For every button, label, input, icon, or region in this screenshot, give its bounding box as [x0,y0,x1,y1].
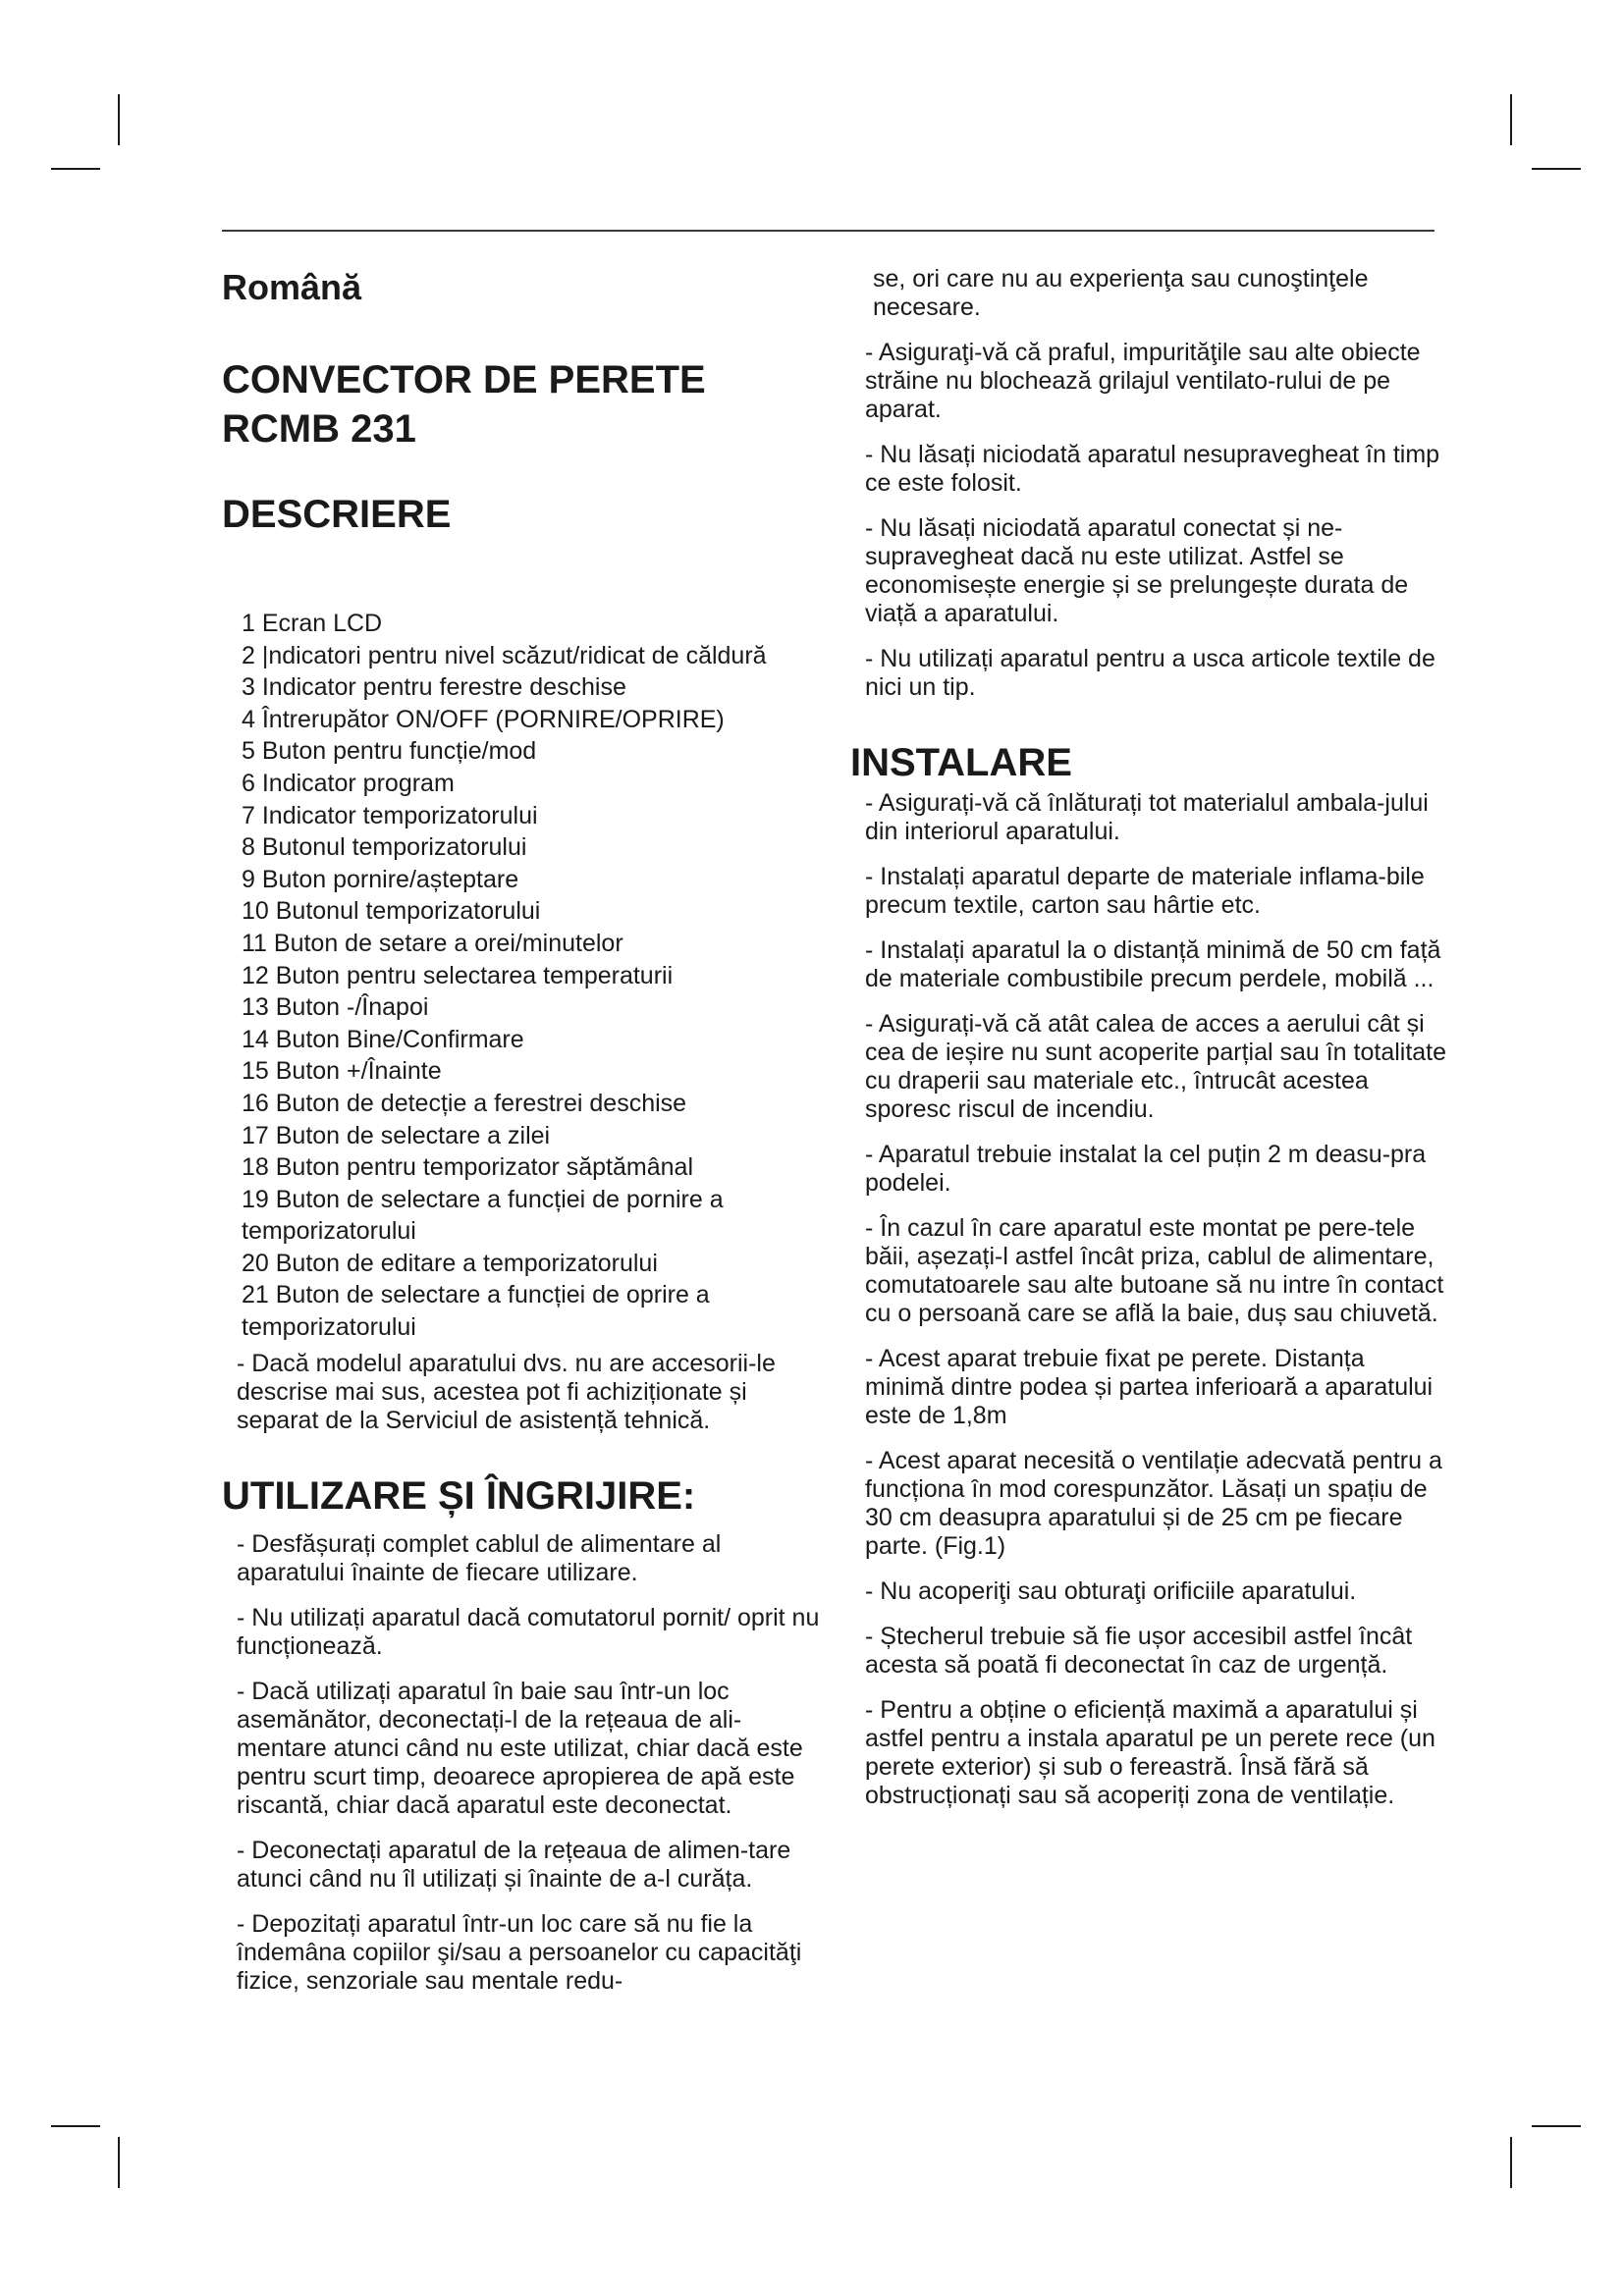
installation-paragraph: - Ștecherul trebuie să fie ușor accesibil astfel încât acesta să poată fi deconectat în caz de urgență. [865,1623,1413,1679]
usage-heading: UTILIZARE ȘI ÎNGRIJIRE: [222,1473,696,1518]
parts-list [222,608,821,1344]
usage-paragraph: - Deconectați aparatul de la rețeaua de alimen-tare atunci când nu îl utilizați și înainte de a-l curăța. [237,1836,791,1893]
list-item: 13 Buton -/Înapoi [242,993,429,1022]
installation-paragraph: - Acest aparat trebuie fixat pe perete. Distanța minimă dintre podea și partea inferioară a aparatului este de 1,8m [865,1345,1434,1429]
list-item: 18 Buton pentru temporizator săptămânal [242,1153,693,1182]
usage-paragraph: - Nu lăsați niciodată aparatul conectat și ne-supravegheat dacă nu este utilizat. Astfel se economisește energie și se prelungește durata de viață a aparatului. [865,514,1409,627]
installation-paragraph: - Instalați aparatul departe de materiale inflama-bile precum textile, carton sau hârtie etc. [865,863,1425,919]
installation-paragraph: - Asigurați-vă că atât calea de acces a aerului cât și cea de ieșire nu sunt acoperite parțial sau în totalitate cu draperii sau materiale etc., întrucât acestea sporesc riscul de incendiu. [865,1010,1447,1123]
list-item: 10 Butonul temporizatorului [242,897,541,926]
installation-paragraph: - Acest aparat necesită o ventilație adecvată pentru a funcționa în mod corespunzător. Lăsați un spațiu de 30 cm deasupra aparatului și de 25 cm pe fiecare parte. (Fig.1) [865,1447,1442,1560]
left-column [222,257,821,2012]
usage-paragraph: - Nu utilizați aparatul dacă comutatorul pornit/ oprit nu funcționează. [237,1603,820,1660]
list-item: 1 Ecran LCD [242,610,383,637]
header-rule [222,230,1435,232]
crop-mark [1532,168,1581,170]
installation-paragraph: - În cazul în care aparatul este montat pe pere-tele băii, așezați-l astfel încât priza, cablul de alimentare, comutatoarele sau alte butoane să nu intre în contact cu o persoană care se află la baie, duș sau chiuvetă. [865,1214,1444,1327]
list-item: 12 Buton pentru selectarea temperaturii [242,961,674,989]
right-column [850,257,1449,1827]
list-item: 3 Indicator pentru ferestre deschise [242,673,626,702]
list-item: 16 Buton de detecție a ferestrei deschise [242,1089,687,1117]
usage-paragraph: - Nu lăsați niciodată aparatul nesupravegheat în timp ce este folosit. [865,441,1440,497]
list-item: 15 Buton +/Înainte [242,1057,442,1086]
product-title-line: CONVECTOR DE PERETE [222,358,706,401]
crop-mark [1510,94,1512,145]
list-item: 9 Buton pornire/așteptare [242,865,519,893]
usage-paragraph: - Dacă utilizați aparatul în baie sau într-un loc asemănător, deconectați-l de la rețeaua de ali-mentare atunci când nu este utilizat, chiar dacă este pentru scurt timp, deoarece apropierea de apă este riscantă, chiar dacă aparatul este deconectat. [237,1677,803,1819]
list-item: 19 Buton de selectare a funcției de pornire a temporizatorului [242,1185,724,1246]
crop-mark [51,2125,100,2127]
accessories-note: - Dacă modelul aparatului dvs. nu are accesorii-le descrise mai sus, acestea pot fi achiziționate și separat de la Serviciul de asistență tehnică. [237,1349,776,1434]
list-item: 11 Buton de setare a orei/minutelor [242,929,623,957]
installation-paragraph: - Aparatul trebuie instalat la cel puțin 2 m deasu-pra podelei. [865,1141,1427,1197]
crop-mark [1510,2137,1512,2188]
list-item: 7 Indicator temporizatorului [242,801,538,829]
usage-continuation: se, ori care nu au experienţa sau cunoştinţele necesare. [873,265,1369,321]
installation-paragraph: - Pentru a obține o eficiență maximă a aparatului și astfel pentru a instala aparatul pe un perete rece (un perete exterior) și sub o fereastră. Însă fără să obstrucționați sau să acoperiți zona de ventilație. [865,1696,1435,1809]
crop-mark [51,168,100,170]
language-label: Română [222,267,362,307]
crop-mark [118,94,120,145]
list-item: 21 Buton de selectare a funcției de oprire a temporizatorului [242,1281,710,1342]
crop-mark [1532,2125,1581,2127]
list-item: 14 Buton Bine/Confirmare [242,1025,524,1053]
installation-paragraph: - Nu acoperiţi sau obturaţi orificiile aparatului. [865,1577,1357,1605]
list-item: 20 Buton de editare a temporizatorului [242,1249,658,1277]
usage-paragraph: - Desfășurați complet cablul de alimentare al aparatului înainte de fiecare utilizare. [237,1529,722,1586]
installation-paragraph: - Asigurați-vă că înlăturați tot materialul ambala-jului din interiorul aparatului. [865,789,1429,845]
list-item: 5 Buton pentru funcție/mod [242,737,537,766]
usage-paragraph: - Nu utilizați aparatul pentru a usca articole textile de nici un tip. [865,645,1435,701]
usage-paragraph: - Depozitați aparatul într-un loc care să nu fie la îndemâna copiilor şi/sau a persoanelor cu capacităţi fizice, senzoriale sau mentale redu- [237,1909,802,1995]
usage-paragraph: - Asiguraţi-vă că praful, impurităţile sau alte obiecte străine nu blochează grilajul ventilato-rului de pe aparat. [865,339,1421,423]
crop-mark [118,2137,120,2188]
list-item: 4 Întrerupător ON/OFF (PORNIRE/OPRIRE) [242,705,725,733]
list-item: 6 Indicator program [242,769,455,797]
product-model: RCMB 231 [222,407,416,451]
list-item: 2 |ndicatori pentru nivel scăzut/ridicat de căldură [242,641,767,669]
description-heading: DESCRIERE [222,493,452,536]
installation-heading: INSTALARE [850,741,1072,784]
installation-paragraph: - Instalați aparatul la o distanță minimă de 50 cm față de materiale combustibile precum perdele, mobilă ... [865,936,1441,992]
list-item: 8 Butonul temporizatorului [242,833,527,862]
list-item: 17 Buton de selectare a zilei [242,1121,551,1149]
product-title [222,355,821,454]
